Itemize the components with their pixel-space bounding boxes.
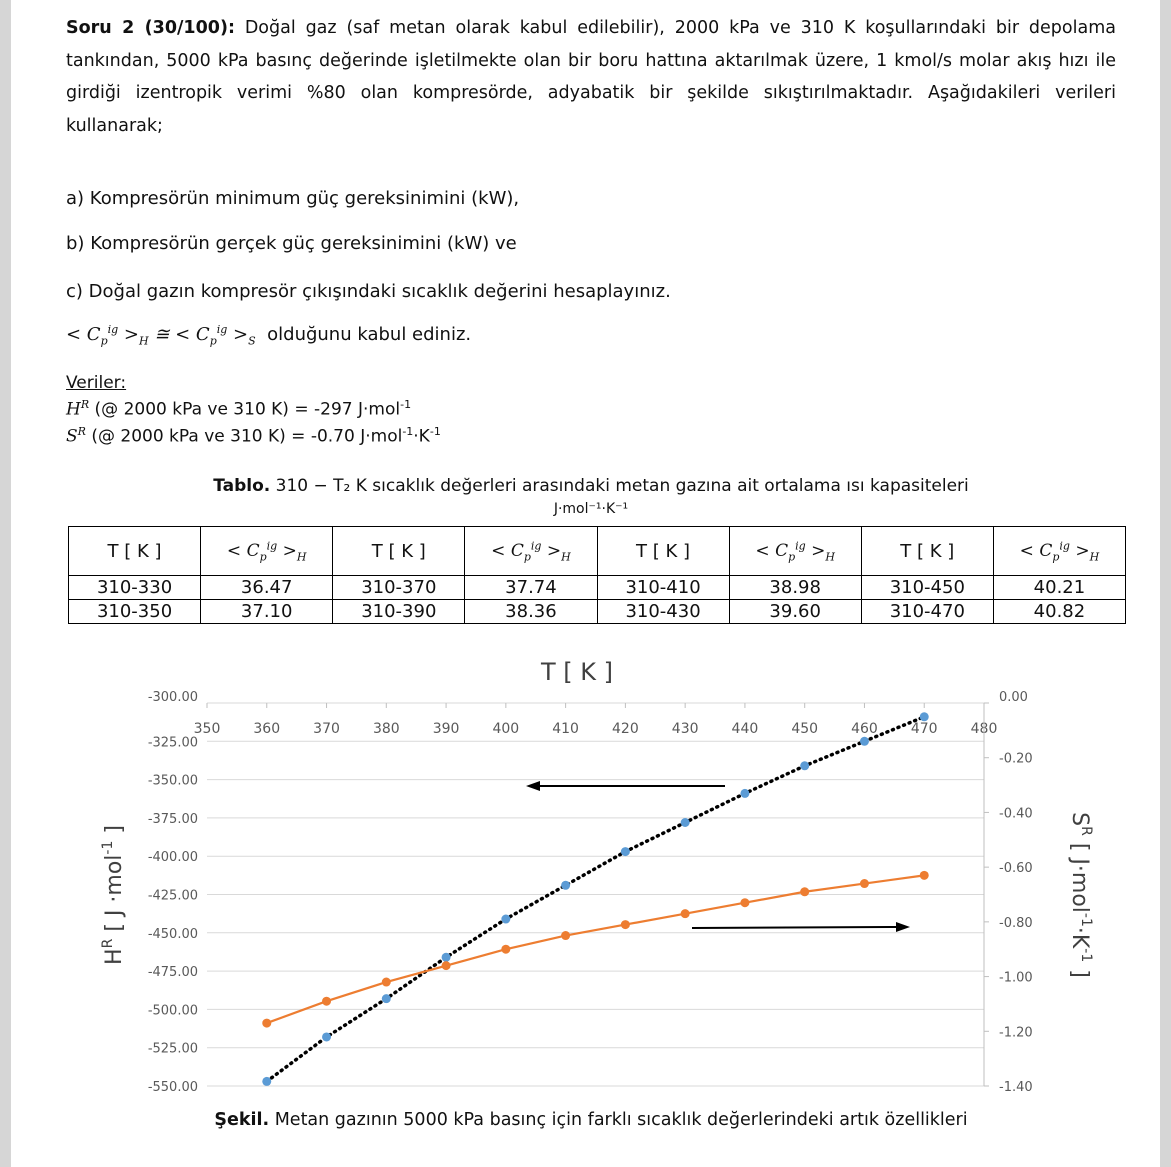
arrow-right-indicator bbox=[692, 922, 910, 932]
col-header-cp: < $C_p^{ig} >_H$ bbox=[201, 527, 333, 576]
y-right-tick-label: 0.00 bbox=[999, 690, 1028, 705]
chart-title: T [ K ] bbox=[540, 658, 614, 686]
table-row bbox=[69, 600, 1126, 624]
hr-unit-sup: -1 bbox=[400, 398, 412, 411]
x-tick-label: 390 bbox=[432, 721, 460, 737]
y-axis-right-label: $S^R$ [ $J\cdot mol^{-1}\cdot K^{-1}$ ] bbox=[1067, 812, 1094, 978]
question-body: Doğal gaz (saf metan olarak kabul edilebilir), 2000 kPa ve 310 K koşullarındaki bir depolama tankından, 5000 kPa basınç değerinde işletilmekte olan bir boru hattına aktarılmak üzere, 1 kmol/s molar akış hızı ile girdiği izentropik verimi %80 olan kompresörde, adyabatik bir şekilde sıkıştırılmaktadır. Aşağıdakileri verileri kullanarak; bbox=[66, 18, 1116, 136]
x-tick-label: 370 bbox=[313, 721, 340, 737]
x-tick-label: 440 bbox=[731, 721, 759, 737]
grid bbox=[207, 703, 984, 1086]
col-header-t: T [ K ] bbox=[333, 527, 465, 576]
x-tick-label: 350 bbox=[193, 721, 221, 737]
table-cell: 37.74 bbox=[465, 576, 597, 600]
col-header-cp: < $C_p^{ig} >_H$ bbox=[729, 527, 861, 576]
sr-unit-sup2: -1 bbox=[429, 424, 441, 438]
data-point-HR bbox=[800, 761, 809, 770]
data-point-HR bbox=[262, 1077, 271, 1086]
table-cell: 310-330 bbox=[69, 576, 201, 600]
y-left-tick-label: -500.00 bbox=[147, 1003, 198, 1019]
y-left-tick-label: -375.00 bbox=[147, 811, 198, 827]
x-axis bbox=[194, 703, 998, 737]
item-marker: a) bbox=[66, 188, 85, 209]
sr-sup: R bbox=[77, 424, 86, 438]
x-tick-label: 420 bbox=[612, 721, 639, 737]
data-point-SR bbox=[740, 898, 749, 907]
data-point-HR bbox=[561, 881, 570, 890]
x-tick-label: 460 bbox=[851, 721, 878, 737]
series-line-HR bbox=[267, 717, 924, 1082]
series-line-SR bbox=[267, 875, 924, 1023]
hr-symbol: H bbox=[66, 399, 81, 420]
item-a bbox=[66, 188, 519, 209]
arrow-left-indicator bbox=[526, 781, 725, 791]
data-point-HR bbox=[382, 994, 391, 1003]
y-right-tick-label: -0.80 bbox=[999, 915, 1033, 931]
col-header-cp: < $C_p^{ig} >_H$ bbox=[993, 527, 1125, 576]
data-point-SR bbox=[442, 961, 451, 970]
sr-unit-sup1: -1 bbox=[402, 424, 414, 438]
data-point-HR bbox=[681, 818, 690, 827]
col-header-cp: < $C_p^{ig} >_H$ bbox=[465, 527, 597, 576]
hr-sup: R bbox=[80, 398, 90, 411]
data-point-HR bbox=[501, 915, 510, 924]
item-text: Kompresörün gerçek güç gereksinimini (kW) ve bbox=[90, 233, 517, 254]
table-cell: 310-450 bbox=[861, 576, 993, 600]
table-caption-text: 310 − T₂ K sıcaklık değerleri arasındaki metan gazına ait ortalama ısı kapasiteleri bbox=[270, 476, 969, 496]
residual-properties-chart bbox=[11, 640, 1160, 1100]
y-right-tick-label: -0.40 bbox=[999, 806, 1033, 822]
sr-text: (@ 2000 kPa ve 310 K) = -0.70 J·mol bbox=[85, 426, 403, 447]
sr-line bbox=[66, 421, 441, 448]
item-text: Kompresörün minimum güç gereksinimini (kW), bbox=[89, 188, 520, 209]
table-cell: 310-370 bbox=[333, 576, 465, 600]
x-tick-label: 410 bbox=[552, 721, 579, 737]
item-text: Doğal gazın kompresör çıkışındaki sıcaklık değerini hesaplayınız. bbox=[88, 281, 671, 302]
y-right-tick-label: -1.40 bbox=[999, 1080, 1033, 1095]
item-b bbox=[66, 233, 517, 254]
table-cell: 310-470 bbox=[861, 600, 993, 624]
data-point-HR bbox=[740, 789, 749, 798]
x-tick-label: 450 bbox=[791, 721, 819, 737]
col-header-t: T [ K ] bbox=[861, 527, 993, 576]
y-right-tick-label: -1.00 bbox=[999, 970, 1033, 986]
col-header-t: T [ K ] bbox=[69, 527, 201, 576]
series bbox=[262, 712, 928, 1086]
data-point-SR bbox=[501, 945, 510, 954]
item-marker: c) bbox=[66, 281, 83, 302]
assumption-line bbox=[66, 323, 471, 348]
figure-caption-text: Metan gazının 5000 kPa basınç için farklı sıcaklık değerlerindeki artık özellikleri bbox=[269, 1110, 968, 1130]
data-point-HR bbox=[442, 953, 451, 962]
x-tick-label: 380 bbox=[372, 721, 400, 737]
table-cell: 37.10 bbox=[201, 600, 333, 624]
table-cell: 40.21 bbox=[993, 576, 1125, 600]
hr-text: (@ 2000 kPa ve 310 K) = -297 J·mol bbox=[89, 399, 401, 420]
data-point-HR bbox=[860, 737, 869, 746]
y-left-tick-label: -300.00 bbox=[147, 690, 198, 705]
hr-line bbox=[66, 394, 441, 421]
table-cell: 38.36 bbox=[465, 600, 597, 624]
x-tick-label: 470 bbox=[910, 721, 938, 737]
table-cell: 310-350 bbox=[69, 600, 201, 624]
sr-unit-mid: ·K bbox=[413, 426, 430, 447]
data-point-SR bbox=[800, 887, 809, 896]
assumption-text: olduğunu kabul ediniz. bbox=[267, 324, 472, 345]
y-axis-left-label: $H^R$ [ J ·mol$^{-1}$ ] bbox=[100, 825, 127, 965]
x-tick-label: 400 bbox=[492, 721, 520, 737]
data-point-SR bbox=[382, 978, 391, 987]
y-axis-left bbox=[148, 690, 198, 1095]
y-left-tick-label: -525.00 bbox=[147, 1041, 198, 1057]
data-point-SR bbox=[322, 997, 331, 1006]
x-tick-label: 430 bbox=[671, 721, 699, 737]
table-caption bbox=[66, 476, 1116, 496]
y-left-tick-label: -425.00 bbox=[147, 888, 198, 904]
data-point-HR bbox=[621, 847, 630, 856]
x-tick-label: 360 bbox=[253, 721, 281, 737]
table-row bbox=[69, 576, 1126, 600]
table-cell: 38.98 bbox=[729, 576, 861, 600]
y-right-tick-label: -1.20 bbox=[999, 1025, 1033, 1041]
figure-caption bbox=[66, 1110, 1116, 1130]
y-right-tick-label: -0.60 bbox=[999, 861, 1033, 877]
data-point-SR bbox=[681, 909, 690, 918]
data-point-SR bbox=[262, 1019, 271, 1028]
table-cell: 36.47 bbox=[201, 576, 333, 600]
table-cell: 310-410 bbox=[597, 576, 729, 600]
data-title: Veriler: bbox=[66, 373, 127, 393]
data-point-HR bbox=[920, 712, 929, 721]
y-left-tick-label: -325.00 bbox=[147, 735, 198, 751]
assumption-equation: < $C_p^{ig} >_H$ ≅ < $C_p^{ig} >_S$ bbox=[66, 323, 256, 348]
data-point-SR bbox=[860, 879, 869, 888]
y-left-tick-label: -450.00 bbox=[147, 926, 198, 942]
table-cell: 310-430 bbox=[597, 600, 729, 624]
table-caption-bold: Tablo. bbox=[213, 476, 271, 496]
y-right-tick-label: -0.20 bbox=[999, 751, 1033, 767]
table-header-row bbox=[69, 527, 1126, 576]
question-paragraph bbox=[66, 12, 1116, 142]
page bbox=[11, 0, 1160, 1167]
y-left-tick-label: -475.00 bbox=[147, 965, 198, 981]
item-c bbox=[66, 281, 671, 302]
data-point-HR bbox=[322, 1032, 331, 1041]
data-block bbox=[66, 372, 441, 447]
item-marker: b) bbox=[66, 233, 85, 254]
sr-symbol: S bbox=[66, 426, 78, 447]
table-cell: 39.60 bbox=[729, 600, 861, 624]
y-left-tick-label: -550.00 bbox=[147, 1080, 198, 1095]
data-point-SR bbox=[621, 920, 630, 929]
y-left-tick-label: -350.00 bbox=[147, 773, 198, 789]
series-HR bbox=[262, 712, 928, 1086]
table-cell: 40.82 bbox=[993, 600, 1125, 624]
col-header-t: T [ K ] bbox=[597, 527, 729, 576]
y-left-tick-label: -400.00 bbox=[147, 850, 198, 866]
question-heading: Soru 2 (30/100): bbox=[66, 18, 235, 38]
table-caption-unit: J·mol⁻¹·K⁻¹ bbox=[553, 501, 629, 517]
x-tick-label: 480 bbox=[970, 721, 998, 737]
data-point-SR bbox=[561, 931, 570, 940]
y-axis-right bbox=[984, 690, 1033, 1095]
heat-capacity-table bbox=[68, 526, 1126, 624]
data-point-SR bbox=[920, 871, 929, 880]
table-cell: 310-390 bbox=[333, 600, 465, 624]
figure-caption-bold: Şekil. bbox=[214, 1110, 270, 1130]
